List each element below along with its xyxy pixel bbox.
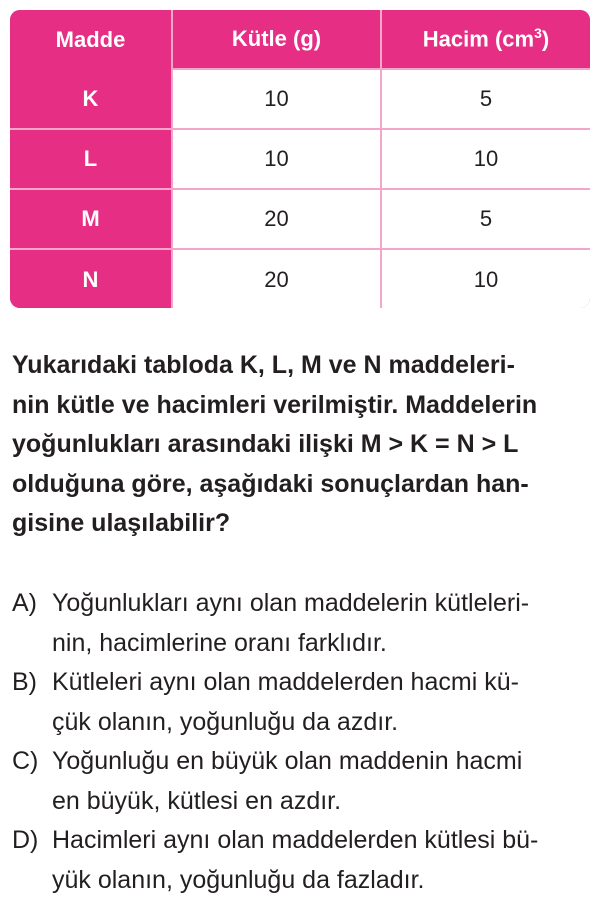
- header-kutle: Kütle (g): [172, 10, 381, 69]
- table-row: [10, 69, 590, 129]
- option-letter: C): [12, 747, 39, 775]
- table-header-row: [10, 10, 590, 69]
- option-text: [52, 584, 592, 663]
- question-line: olduğuna göre, aşağıdaki sonuçlardan han-: [12, 469, 529, 498]
- table-row: [10, 249, 590, 308]
- option-text: [52, 821, 592, 900]
- cell-madde: K: [10, 69, 172, 129]
- option-text: [52, 742, 592, 821]
- cell-madde: M: [10, 189, 172, 249]
- option-line: Kütleleri aynı olan maddelerden hacmi kü-: [52, 668, 519, 696]
- table-row: [10, 189, 590, 249]
- option-letter: D): [12, 826, 39, 854]
- option-line: yük olanın, yoğunluğu da fazladır.: [52, 865, 425, 894]
- cell-kutle: 20: [172, 249, 381, 308]
- cell-madde: N: [10, 249, 172, 308]
- option-line: Yoğunlukları aynı olan maddelerin kütleleri-: [52, 589, 530, 617]
- question-line: nin kütle ve hacimleri verilmiştir. Maddelerin: [12, 390, 538, 419]
- cell-hacim: 10: [381, 249, 590, 308]
- option-c[interactable]: [12, 742, 592, 821]
- answer-options: [12, 584, 592, 900]
- option-text: [52, 663, 592, 742]
- question-line: yoğunlukları arasındaki ilişki M > K = N > L: [12, 430, 519, 458]
- cell-madde: L: [10, 129, 172, 189]
- cell-hacim: 10: [381, 129, 590, 189]
- question-text: [12, 346, 592, 544]
- cell-hacim: 5: [381, 189, 590, 249]
- table-row: [10, 129, 590, 189]
- header-hacim-suffix: ): [541, 26, 550, 52]
- option-line: nin, hacimlerine oranı farklıdır.: [52, 628, 387, 657]
- header-hacim-prefix: Hacim (cm: [422, 26, 535, 52]
- option-d[interactable]: [12, 821, 592, 900]
- header-hacim-exponent: 3: [534, 25, 542, 42]
- option-line: en büyük, kütlesi en azdır.: [52, 786, 342, 815]
- option-b[interactable]: [12, 663, 592, 742]
- header-hacim: [381, 10, 590, 69]
- cell-kutle: 10: [172, 69, 381, 129]
- cell-kutle: 20: [172, 189, 381, 249]
- data-table-container: [10, 10, 590, 308]
- cell-kutle: 10: [172, 129, 381, 189]
- question-line: Yukarıdaki tabloda K, L, M ve N maddeleri-: [12, 351, 515, 379]
- question-line: gisine ulaşılabilir?: [12, 509, 231, 537]
- option-line: çük olanın, yoğunluğu da azdır.: [52, 707, 399, 736]
- data-table: [10, 10, 590, 308]
- header-madde: Madde: [10, 10, 172, 69]
- option-line: Hacimleri aynı olan maddelerden kütlesi bü-: [52, 826, 539, 854]
- option-line: Yoğunluğu en büyük olan maddenin hacmi: [52, 747, 523, 775]
- cell-hacim: 5: [381, 69, 590, 129]
- option-a[interactable]: [12, 584, 592, 663]
- option-letter: A): [12, 589, 37, 617]
- option-letter: B): [12, 668, 37, 696]
